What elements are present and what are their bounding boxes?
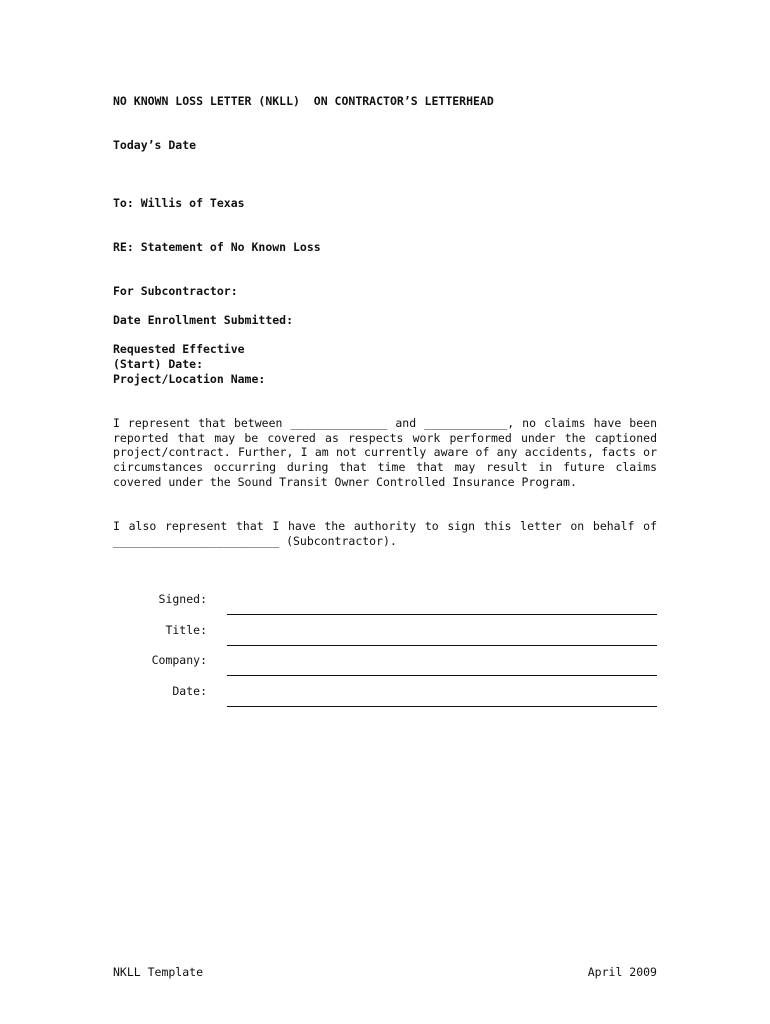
signed-line[interactable] [227, 614, 657, 615]
subcontractor-line: For Subcontractor: [113, 284, 238, 298]
project-location-line: Project/Location Name: [113, 372, 266, 386]
footer-template-name: NKLL Template [113, 965, 204, 979]
todays-date-line: Today’s Date [113, 138, 197, 152]
date-row [113, 684, 657, 714]
title-label: Title: [165, 623, 207, 637]
to-line: To: Willis of Texas [113, 196, 245, 210]
company-label: Company: [151, 653, 207, 667]
company-row [113, 653, 657, 683]
letter-heading: NO KNOWN LOSS LETTER (NKLL) ON CONTRACTOR’S LETTERHEAD [113, 94, 494, 108]
enrollment-date-line: Date Enrollment Submitted: [113, 313, 294, 327]
company-line[interactable] [227, 675, 657, 676]
date-label: Date: [172, 684, 207, 698]
authority-text: I also represent that I have the authority to sign this letter on behalf of ________________________ (Subcontractor). [113, 519, 657, 548]
requested-effective-line: Requested Effective [113, 342, 245, 356]
signed-label: Signed: [158, 592, 207, 606]
date-line[interactable] [227, 706, 657, 707]
page-footer [113, 965, 657, 979]
title-row [113, 623, 657, 653]
re-line: RE: Statement of No Known Loss [113, 240, 321, 254]
start-date-line: (Start) Date: [113, 357, 204, 371]
authority-paragraph [113, 519, 657, 548]
representation-paragraph [113, 416, 657, 490]
footer-date: April 2009 [587, 965, 657, 979]
signed-row [113, 592, 657, 622]
title-line[interactable] [227, 645, 657, 646]
representation-text: I represent that between ______________ and ____________, no claims have been reported that may be covered as respects work performed under the captioned project/contract. Further, I am not currently aware of any accidents, facts or circumstances occurring during that time that may result in future claims covered under the Sound Transit Owner Controlled Insurance Program. [113, 416, 657, 489]
